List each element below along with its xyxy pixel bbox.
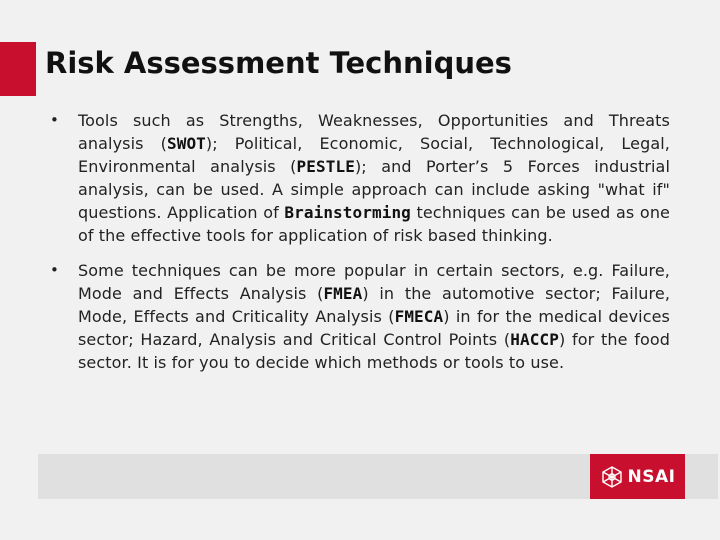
text-segment: ); and Porter’s 5 Forces industrial analysis, can be used. A simple approach can include asking "what if" questions. Application of <box>78 157 671 222</box>
text-segment: Tools such as Strengths, Weaknesses, Opportunities and Threats analysis ( <box>78 111 670 153</box>
text-segment: ) in the automotive sector; Failure, Mode, Effects and Criticality Analysis ( <box>78 284 671 326</box>
bullet-text <box>78 259 670 374</box>
text-segment: ) in for the medical devices sector; Hazard, Analysis and Critical Control Points ( <box>78 307 670 349</box>
bullet-item <box>50 259 670 374</box>
nsai-logo <box>590 454 685 499</box>
text-segment: ); Political, Economic, Social, Technological, Legal, Environmental analysis ( <box>78 134 670 176</box>
bullet-item <box>50 109 670 247</box>
bullet-text <box>78 109 670 247</box>
text-segment: ) for the food sector. It is for you to decide which methods or tools to use. <box>78 330 671 372</box>
title-accent-bar <box>0 42 36 96</box>
bold-term: SWOT <box>166 134 206 153</box>
bold-term: FMEA <box>323 284 363 303</box>
bold-term: PESTLE <box>296 157 355 176</box>
text-segment: techniques can be used as one of the effective tools for application of risk based thinking. <box>78 203 670 245</box>
bold-term: FMECA <box>394 307 444 326</box>
bold-term: Brainstorming <box>284 203 411 222</box>
bold-term: HACCP <box>510 330 559 349</box>
bullet-marker: • <box>50 111 59 129</box>
slide-title: Risk Assessment Techniques <box>45 46 512 80</box>
bullet-marker: • <box>50 261 59 279</box>
logo-text: NSAI <box>627 466 676 487</box>
bullet-list <box>50 109 670 386</box>
nsai-emblem-icon <box>600 465 624 489</box>
text-segment: Some techniques can be more popular in certain sectors, e.g. Failure, Mode and Effects Analysis ( <box>78 261 670 303</box>
